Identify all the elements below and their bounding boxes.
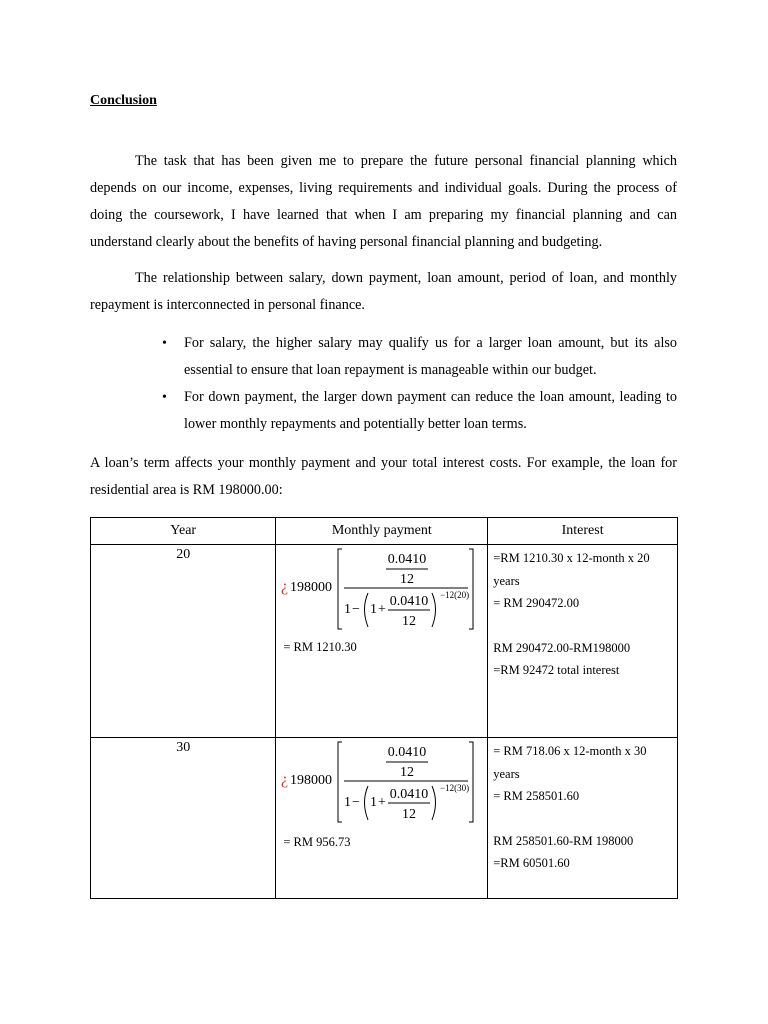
formula-svg [276,738,476,828]
loan-table [90,517,678,899]
interest-line: years [493,766,520,781]
principal-value: 198000 [290,773,333,788]
numerator-months: 12 [400,572,415,587]
formula-svg [276,545,476,635]
minus-sign: − [352,795,361,810]
interest-line: RM 258501.60-RM 198000 [493,833,634,848]
payment-result: = RM 1210.30 [283,640,357,654]
interest-cell [488,738,678,899]
denominator-one: 1 [344,602,352,617]
interest-line: = RM 258501.60 [493,789,580,803]
header-year: Year [91,518,276,545]
bullet-down-payment: • For down payment, the larger down payment can reduce the loan amount, leading to lower monthly repayments and potentially better loan terms. [184,384,677,438]
payment-result: = RM 956.73 [283,835,351,849]
plus-sign: + [378,795,387,810]
principal-value: 198000 [290,580,333,595]
interest-line [493,615,677,637]
interest-line: = RM 290472.00 [493,596,580,610]
plus-sign: + [378,602,387,617]
inner-rate: 0.0410 [390,787,429,802]
paragraph-loan-term: A loan’s term affects your monthly payment and your total interest costs. For example, the loan for residential area is RM 198000.00: [90,455,677,498]
numerator-months: 12 [400,765,415,780]
left-bracket [338,549,342,629]
inner-one: 1 [370,795,378,810]
interest-line: = RM 718.06 x 12-month x 30 [493,744,647,758]
inner-one: 1 [370,602,378,617]
denominator-one: 1 [344,795,352,810]
conclusion-heading: Conclusion [90,93,157,108]
interest-line: RM 290472.00-RM198000 [493,640,631,655]
right-bracket [469,549,473,629]
left-paren [365,786,369,820]
interest-line: =RM 1210.30 x 12-month x 20 [493,551,650,565]
inner-months: 12 [402,807,417,822]
year-cell: 20 [91,545,276,738]
interest-cell [488,545,678,738]
paragraph-intro: The task that has been given me to prepare the future personal financial planning which depends on our income, expenses, living requirements and individual goals. During the process of doing the coursework, I have learned that when I am preparing my financial planning and can understand clearly about the benefits of having personal financial planning and budgeting. [90,153,677,250]
numerator-rate: 0.0410 [388,745,427,760]
minus-sign: − [352,602,361,617]
interest-line [493,808,677,830]
table-header-row [91,518,678,545]
inverted-question-symbol: ¿ [281,578,289,595]
year-cell: 30 [91,738,276,899]
right-bracket [469,742,473,822]
inverted-question-symbol: ¿ [281,771,289,788]
interest-line: =RM 92472 total interest [493,663,620,677]
numerator-rate: 0.0410 [388,552,427,567]
inner-months: 12 [402,614,417,629]
interest-line: years [493,573,520,588]
table-row [91,738,678,899]
paragraph-relationship: The relationship between salary, down payment, loan amount, period of loan, and monthly repayment is interconnected in personal finance. [90,270,677,313]
bullet-list [184,330,677,438]
header-monthly-payment: Monthly payment [276,518,488,545]
inner-rate: 0.0410 [390,594,429,609]
payment-formula [276,738,476,828]
exponent: −12(20) [440,590,470,600]
exponent: −12(30) [440,783,470,793]
header-interest: Interest [488,518,678,545]
right-paren [432,786,436,820]
payment-formula [276,545,476,635]
bullet-salary: • For salary, the higher salary may qualify us for a larger loan amount, but its also essential to ensure that loan repayment is manageable within our budget. [184,330,677,384]
right-paren [432,593,436,627]
interest-line: =RM 60501.60 [493,856,570,870]
monthly-payment-cell [276,738,488,899]
left-paren [365,593,369,627]
monthly-payment-cell [276,545,488,738]
left-bracket [338,742,342,822]
table-row [91,545,678,738]
